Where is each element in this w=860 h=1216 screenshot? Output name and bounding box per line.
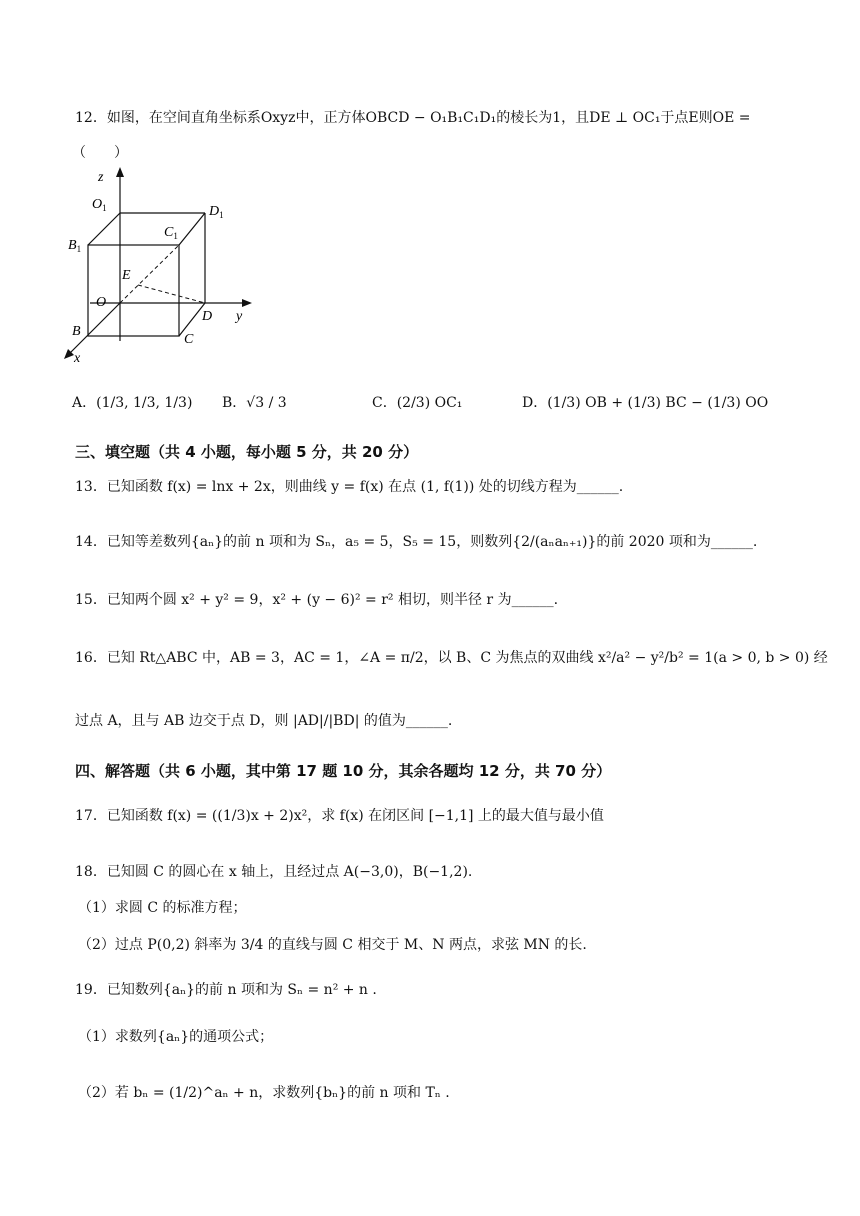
question-18-part1: （1）求圆 C 的标准方程；: [78, 900, 247, 916]
y-arrow-icon: [242, 299, 252, 307]
question-19: 19．已知数列{aₙ}的前 n 项和为 Sₙ = n² + n .: [75, 982, 377, 998]
question-13: 13．已知函数 f(x) = lnx + 2x，则曲线 y = f(x) 在点 (1, f(1)) 处的切线方程为______.: [75, 479, 624, 495]
question-14: 14．已知等差数列{aₙ}的前 n 项和为 Sₙ，a₅ = 5，S₅ = 15，则数列{2/(aₙaₙ₊₁)}的前 2020 项和为______.: [75, 534, 758, 550]
label-e: E: [122, 268, 131, 283]
question-18: 18．已知圆 C 的圆心在 x 轴上，且经过点 A(−3,0)，B(−1,2).: [75, 864, 473, 880]
label-o: O: [96, 295, 107, 310]
label-d1: $D_1$: [209, 204, 224, 220]
question-16-line1: 16．已知 Rt△ABC 中，AB = 3，AC = 1，∠A = π/2，以 B、C 为焦点的双曲线 x²/a² − y²/b² = 1(a > 0, b > 0) 经: [75, 650, 828, 666]
label-c: C: [184, 332, 194, 347]
option-c: C．(2/3) OC₁: [372, 395, 463, 411]
question-16-line2: 过点 A，且与 AB 边交于点 D，则 |AD|/|BD| 的值为______.: [75, 713, 453, 729]
question-12: 12．如图，在空间直角坐标系Oxyz中，正方体OBCD − O₁B₁C₁D₁的棱长为1，且DE ⊥ OC₁于点E则OE =: [75, 110, 751, 126]
question-15: 15．已知两个圆 x² + y² = 9，x² + (y − 6)² = r² 相切，则半径 r 为______.: [75, 592, 559, 608]
question-19-part1: （1）求数列{aₙ}的通项公式；: [78, 1029, 274, 1045]
answer-paren: （ ）: [72, 145, 128, 161]
label-o1: $O_1$: [92, 197, 107, 213]
section-3-heading: 三、填空题（共 4 小题，每小题 5 分，共 20 分）: [75, 443, 419, 461]
label-z: z: [98, 170, 104, 185]
label-x: x: [74, 351, 81, 366]
label-b1: $B_1$: [68, 238, 82, 254]
option-a: A．(1/3, 1/3, 1/3): [72, 395, 193, 411]
label-y: y: [236, 309, 243, 324]
question-18-part2: （2）过点 P(0,2) 斜率为 3/4 的直线与圆 C 相交于 M、N 两点，求弦 MN 的长.: [78, 937, 587, 953]
option-b: B．√3 / 3: [222, 395, 287, 411]
label-c1: $C_1$: [164, 225, 178, 241]
z-arrow-icon: [116, 167, 124, 177]
question-19-part2: （2）若 bₙ = (1/2)^aₙ + n，求数列{bₙ}的前 n 项和 Tₙ .: [78, 1085, 450, 1101]
segment-de: [138, 285, 205, 303]
cube-figure: [60, 163, 260, 368]
option-d: D．(1/3) OB + (1/3) BC − (1/3) OO: [522, 395, 769, 411]
label-d: D: [202, 309, 213, 324]
label-b: B: [72, 324, 81, 339]
section-4-heading: 四、解答题（共 6 小题，其中第 17 题 10 分，其余各题均 12 分，共 70 分）: [75, 762, 612, 780]
question-17: 17．已知函数 f(x) = ((1/3)x + 2)x²，求 f(x) 在闭区间 [−1,1] 上的最大值与最小值: [75, 808, 604, 824]
